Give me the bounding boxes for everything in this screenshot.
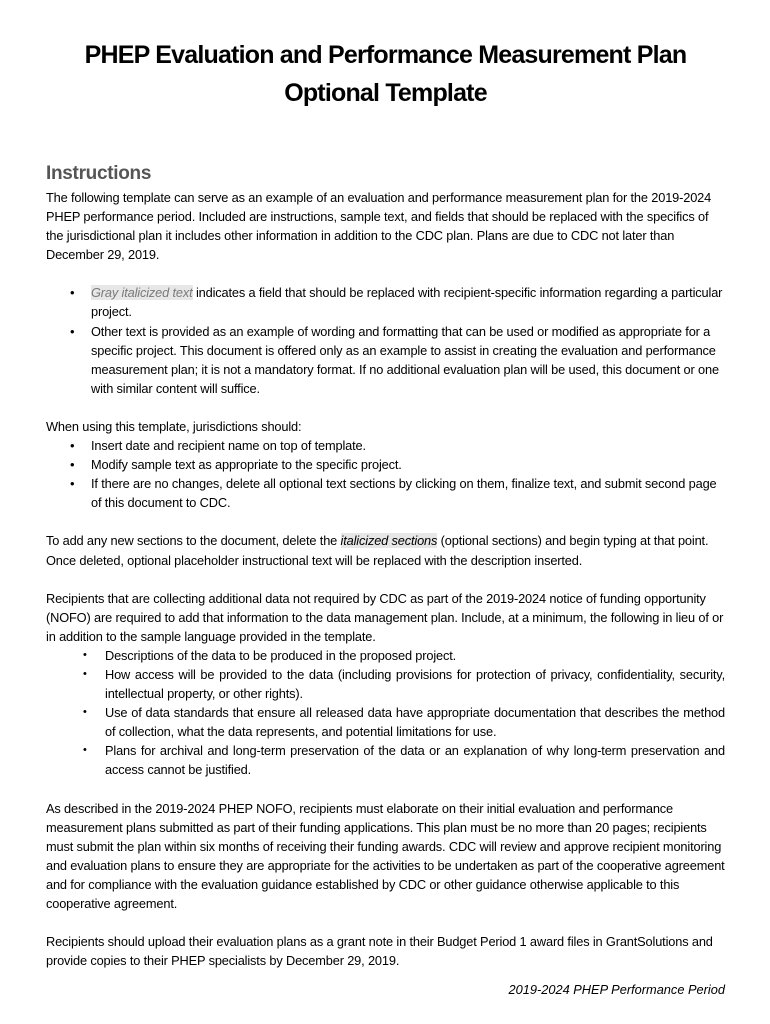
intro-paragraph: The following template can serve as an example of an evaluation and performance measurement plan for the 2019-2024 PHEP performance period. Included are instructions, sample text, and fields that should be replaced with the specifics of the jurisdictional plan it includes other information in addition to the CDC plan. Plans are due to CDC not later than December 29, 2019.	[46, 190, 712, 263]
list-item	[46, 322, 725, 398]
list-item: • Plans for archival and long-term preservation of the data or an explanation of why long-term preservation and access cannot be justified.	[46, 741, 725, 779]
add-sections-paragraph	[46, 531, 725, 569]
add-sections-before: To add any new sections to the document, delete the	[46, 533, 341, 549]
instructions-heading: Instructions	[46, 163, 152, 184]
page-footer: 2019-2024 PHEP Performance Period	[508, 982, 725, 997]
list-item: • If there are no changes, delete all optional text sections by clicking on them, finalize text, and submit second page of this document to CDC.	[46, 474, 725, 512]
list-item: • Modify sample text as appropriate to the specific project.	[46, 455, 725, 474]
document-title	[46, 36, 725, 112]
data-plan-requirements-list	[46, 646, 725, 780]
list-item: • Insert date and recipient name on top of template.	[46, 436, 725, 455]
list-item-text: indicates a field that should be replaced with recipient-specific information regarding a particular project.	[91, 285, 723, 320]
add-sections-after: (optional sections) and begin typing at that point. Once deleted, optional placeholder instructional text will be replaced with the description inserted.	[46, 533, 709, 568]
title-line-1: PHEP Evaluation and Performance Measurement Plan	[84, 41, 687, 69]
template-notes-list	[46, 283, 725, 398]
upload-paragraph: Recipients should upload their evaluation plans as a grant note in their Budget Period 1 award files in GrantSolutions and provide copies to their PHEP specialists by December 29, 2019.	[46, 934, 713, 969]
list-item: • Use of data standards that ensure all released data have appropriate documentation that describes the method of collection, what the data represents, and potential limitations for use.	[46, 703, 725, 741]
title-line-2: Optional Template	[284, 79, 487, 107]
when-using-intro: When using this template, jurisdictions should:	[46, 418, 302, 434]
recipients-paragraph: Recipients that are collecting additional data not required by CDC as part of the 2019-2024 notice of funding opportunity (NOFO) are required to add that information to the data management plan. Include, at a minimum, the following in lieu of or in addition to the sample language provided in the template.	[46, 590, 724, 644]
italicized-sections-highlight: italicized sections	[340, 533, 438, 549]
list-item: • Descriptions of the data to be produced in the proposed project.	[46, 646, 725, 665]
list-item: • How access will be provided to the data (including provisions for protection of privacy, confidentiality, security, intellectual property, or other rights).	[46, 665, 725, 703]
list-item	[46, 283, 725, 321]
list-item-text: Other text is provided as an example of wording and formatting that can be used or modified as appropriate for a specific project. This document is offered only as an example to assist in creating the evaluation and performance measurement plan; it is not a mandatory format. If no additional evaluation plan will be used, this document or one with similar content will suffice.	[91, 323, 719, 396]
gray-italic-sample: Gray italicized text	[91, 285, 193, 301]
nofo-paragraph: As described in the 2019-2024 PHEP NOFO, recipients must elaborate on their initial evaluation and performance measurement plans submitted as part of their funding applications. This plan must be no more than 20 pages; recipients must submit the plan within six months of receiving their funding awards. CDC will review and approve recipient monitoring and evaluation plans to ensure they are appropriate for the activities to be undertaken as part of the cooperative agreement and for compliance with the evaluation guidance established by CDC or other guidance otherwise applicable to this cooperative agreement.	[46, 800, 725, 911]
jurisdiction-steps-list	[46, 436, 725, 512]
